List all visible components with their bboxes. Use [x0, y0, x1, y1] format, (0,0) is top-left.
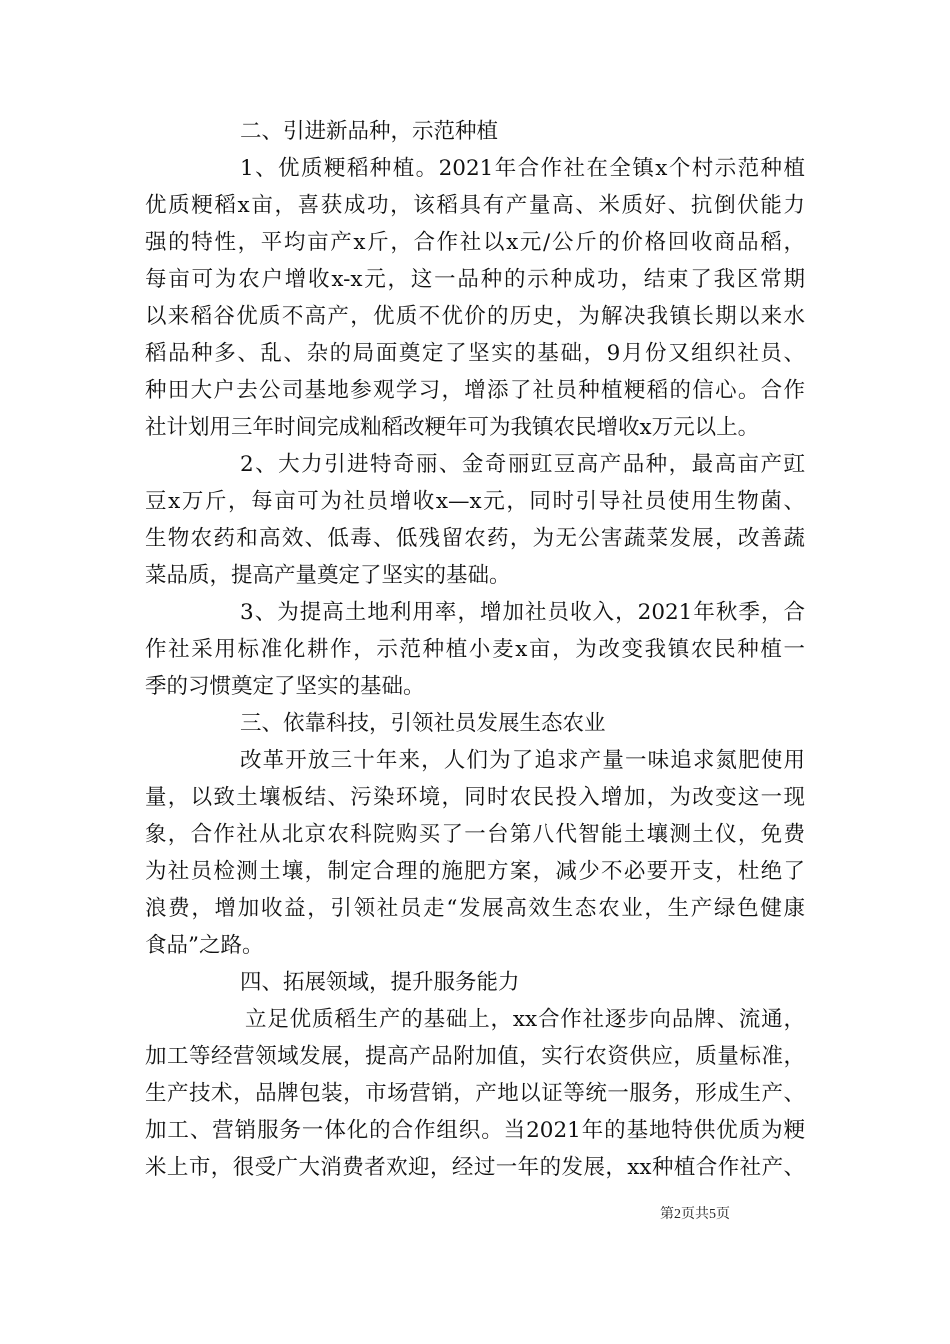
paragraph-line: 以来稻谷优质不高产，优质不优价的历史，为解决我镇长期以来水 — [145, 304, 805, 329]
section-heading: 三、依靠科技，引领社员发展生态农业 — [240, 711, 606, 736]
paragraph-line: 立足优质稻生产的基础上，xx合作社逐步向品牌、流通， — [245, 1007, 805, 1032]
paragraph-line: 社计划用三年时间完成籼稻改粳年可为我镇农民增收x万元以上。 — [145, 415, 760, 440]
page-number-footer: 第2页共5页 — [660, 1207, 730, 1222]
paragraph-line: 种田大户去公司基地参观学习，增添了社员种植粳稻的信心。合作 — [145, 378, 805, 403]
paragraph-line: 优质粳稻x亩，喜获成功，该稻具有产量高、米质好、抗倒伏能力 — [145, 193, 805, 218]
paragraph-line: 稻品种多、乱、杂的局面奠定了坚实的基础，9月份又组织社员、 — [145, 341, 805, 366]
paragraph-line: 豆x万斤，每亩可为社员增收x—x元，同时引导社员使用生物菌、 — [145, 489, 805, 514]
paragraph-line: 量，以致土壤板结、污染环境，同时农民投入增加，为改变这一现 — [145, 785, 805, 810]
document-body — [145, 113, 805, 1186]
paragraph-line: 改革开放三十年来，人们为了追求产量一味追求氮肥使用 — [240, 748, 805, 773]
paragraph-line: 季的习惯奠定了坚实的基础。 — [145, 674, 425, 699]
section-heading: 四、拓展领域，提升服务能力 — [240, 970, 520, 995]
paragraph-line: 3、为提高土地利用率，增加社员收入，2021年秋季，合 — [240, 600, 805, 625]
paragraph-line: 生产技术，品牌包装，市场营销，产地以证等统一服务，形成生产、 — [145, 1081, 805, 1106]
paragraph-line: 2、大力引进特奇丽、金奇丽豇豆高产品种，最高亩产豇 — [240, 452, 805, 477]
paragraph-line: 加工、营销服务一体化的合作组织。当2021年的基地特供优质为粳 — [145, 1118, 805, 1143]
paragraph-line: 1、优质粳稻种植。2021年合作社在全镇x个村示范种植 — [240, 156, 805, 181]
paragraph-line: 食品”之路。 — [145, 933, 264, 958]
paragraph-line: 米上市，很受广大消费者欢迎，经过一年的发展，xx种植合作社产、 — [145, 1155, 805, 1180]
paragraph-line: 加工等经营领域发展，提高产品附加值，实行农资供应，质量标准， — [145, 1044, 805, 1069]
paragraph-line: 每亩可为农户增收x-x元，这一品种的示种成功，结束了我区常期 — [145, 267, 805, 292]
paragraph-line: 生物农药和高效、低毒、低残留农药，为无公害蔬菜发展，改善蔬 — [145, 526, 805, 551]
paragraph-line: 作社采用标准化耕作，示范种植小麦x亩，为改变我镇农民种植一 — [145, 637, 805, 662]
section-heading: 二、引进新品种，示范种植 — [240, 119, 499, 144]
paragraph-line: 象，合作社从北京农科院购买了一台第八代智能土壤测土仪，免费 — [145, 822, 805, 847]
paragraph-line: 浪费，增加收益，引领社员走“发展高效生态农业，生产绿色健康 — [145, 896, 805, 921]
paragraph-line: 强的特性，平均亩产x斤，合作社以x元/公斤的价格回收商品稻， — [145, 230, 805, 255]
paragraph-line: 菜品质，提高产量奠定了坚实的基础。 — [145, 563, 511, 588]
paragraph-line: 为社员检测土壤，制定合理的施肥方案，减少不必要开支，杜绝了 — [145, 859, 805, 884]
